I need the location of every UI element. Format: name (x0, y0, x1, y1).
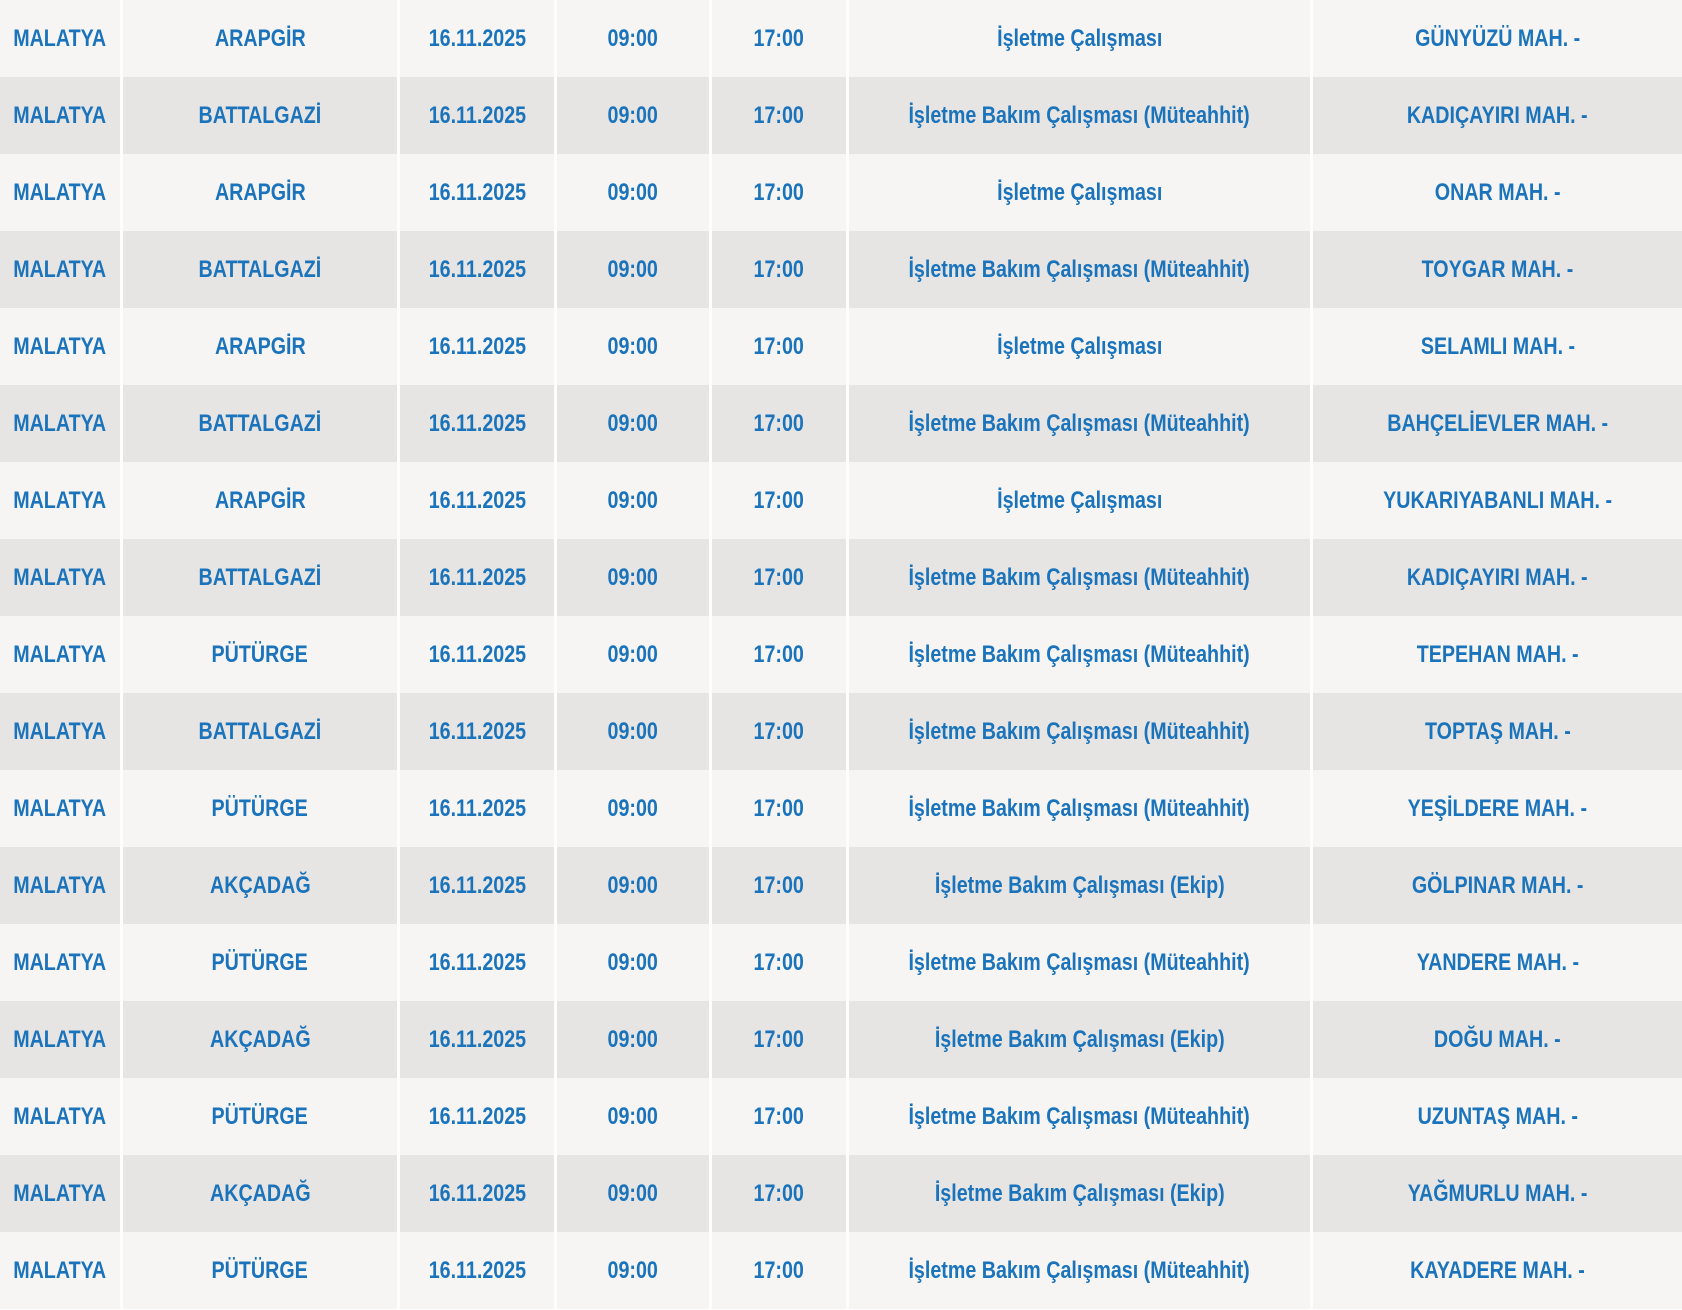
district-text: PÜTÜRGE (211, 794, 309, 822)
cell-work-type (849, 154, 1313, 231)
cell-end-time (712, 0, 849, 77)
city-text: MALATYA (13, 101, 107, 129)
work-type-text: İşletme Bakım Çalışması (Ekip) (934, 1025, 1225, 1053)
start-time-text: 09:00 (607, 409, 659, 437)
cell-district (123, 462, 400, 539)
work-type-text: İşletme Bakım Çalışması (Müteahhit) (908, 948, 1251, 976)
cell-date (400, 154, 557, 231)
end-time-text: 17:00 (753, 1256, 805, 1284)
cell-work-type (849, 1232, 1313, 1309)
end-time-text: 17:00 (753, 717, 805, 745)
table-row (0, 539, 1682, 616)
district-text: PÜTÜRGE (211, 948, 309, 976)
cell-start-time (557, 1078, 712, 1155)
cell-city (0, 231, 123, 308)
cell-start-time (557, 77, 712, 154)
work-type-text: İşletme Bakım Çalışması (Müteahhit) (908, 255, 1251, 283)
cell-city (0, 1001, 123, 1078)
date-text: 16.11.2025 (428, 640, 526, 668)
district-text: BATTALGAZİ (198, 563, 322, 591)
cell-date (400, 308, 557, 385)
work-type-text: İşletme Bakım Çalışması (Müteahhit) (908, 640, 1251, 668)
cell-city (0, 77, 123, 154)
work-type-text: İşletme Bakım Çalışması (Müteahhit) (908, 1256, 1251, 1284)
start-time-text: 09:00 (607, 1179, 659, 1207)
cell-district (123, 308, 400, 385)
neighborhood-text: GÜNYÜZÜ MAH. - (1414, 24, 1581, 52)
cell-start-time (557, 539, 712, 616)
cell-district (123, 154, 400, 231)
date-text: 16.11.2025 (428, 1256, 526, 1284)
cell-city (0, 1155, 123, 1232)
district-text: AKÇADAĞ (209, 1179, 311, 1207)
district-text: BATTALGAZİ (198, 101, 322, 129)
start-time-text: 09:00 (607, 178, 659, 206)
work-type-text: İşletme Bakım Çalışması (Müteahhit) (908, 409, 1251, 437)
cell-start-time (557, 308, 712, 385)
end-time-text: 17:00 (753, 871, 805, 899)
end-time-text: 17:00 (753, 409, 805, 437)
date-text: 16.11.2025 (428, 409, 526, 437)
cell-work-type (849, 539, 1313, 616)
cell-work-type (849, 0, 1313, 77)
cell-district (123, 924, 400, 1001)
cell-neighborhood (1313, 231, 1682, 308)
cell-start-time (557, 231, 712, 308)
neighborhood-text: ONAR MAH. - (1434, 178, 1561, 206)
date-text: 16.11.2025 (428, 948, 526, 976)
district-text: AKÇADAĞ (209, 1025, 311, 1053)
district-text: ARAPGİR (214, 24, 306, 52)
cell-date (400, 924, 557, 1001)
cell-end-time (712, 1232, 849, 1309)
neighborhood-text: TOYGAR MAH. - (1421, 255, 1574, 283)
cell-neighborhood (1313, 1232, 1682, 1309)
cell-start-time (557, 154, 712, 231)
end-time-text: 17:00 (753, 794, 805, 822)
neighborhood-text: YANDERE MAH. - (1416, 948, 1579, 976)
table-row (0, 231, 1682, 308)
district-text: ARAPGİR (214, 178, 306, 206)
cell-district (123, 693, 400, 770)
work-type-text: İşletme Çalışması (996, 332, 1163, 360)
end-time-text: 17:00 (753, 640, 805, 668)
work-type-text: İşletme Çalışması (996, 486, 1163, 514)
table-row (0, 693, 1682, 770)
cell-neighborhood (1313, 385, 1682, 462)
cell-date (400, 847, 557, 924)
table-row (0, 847, 1682, 924)
date-text: 16.11.2025 (428, 794, 526, 822)
cell-city (0, 1232, 123, 1309)
cell-city (0, 770, 123, 847)
cell-city (0, 308, 123, 385)
start-time-text: 09:00 (607, 255, 659, 283)
cell-date (400, 385, 557, 462)
cell-work-type (849, 462, 1313, 539)
cell-district (123, 1078, 400, 1155)
cell-work-type (849, 308, 1313, 385)
table-row (0, 462, 1682, 539)
cell-work-type (849, 385, 1313, 462)
cell-date (400, 1232, 557, 1309)
cell-end-time (712, 616, 849, 693)
date-text: 16.11.2025 (428, 332, 526, 360)
cell-neighborhood (1313, 1155, 1682, 1232)
cell-end-time (712, 77, 849, 154)
cell-end-time (712, 847, 849, 924)
cell-district (123, 77, 400, 154)
cell-neighborhood (1313, 77, 1682, 154)
neighborhood-text: KADIÇAYIRI MAH. - (1407, 101, 1588, 129)
end-time-text: 17:00 (753, 486, 805, 514)
cell-work-type (849, 847, 1313, 924)
cell-neighborhood (1313, 0, 1682, 77)
cell-end-time (712, 1155, 849, 1232)
end-time-text: 17:00 (753, 1025, 805, 1053)
cell-date (400, 539, 557, 616)
work-type-text: İşletme Çalışması (996, 178, 1163, 206)
cell-end-time (712, 308, 849, 385)
table-row (0, 1078, 1682, 1155)
date-text: 16.11.2025 (428, 1025, 526, 1053)
cell-city (0, 693, 123, 770)
city-text: MALATYA (13, 409, 107, 437)
work-type-text: İşletme Bakım Çalışması (Ekip) (934, 871, 1225, 899)
end-time-text: 17:00 (753, 255, 805, 283)
cell-work-type (849, 770, 1313, 847)
cell-neighborhood (1313, 154, 1682, 231)
cell-city (0, 847, 123, 924)
work-type-text: İşletme Bakım Çalışması (Ekip) (934, 1179, 1225, 1207)
cell-start-time (557, 847, 712, 924)
cell-work-type (849, 77, 1313, 154)
cell-city (0, 616, 123, 693)
cell-district (123, 770, 400, 847)
date-text: 16.11.2025 (428, 101, 526, 129)
cell-start-time (557, 616, 712, 693)
cell-date (400, 1001, 557, 1078)
table-row (0, 1232, 1682, 1309)
cell-start-time (557, 385, 712, 462)
end-time-text: 17:00 (753, 1102, 805, 1130)
city-text: MALATYA (13, 178, 107, 206)
date-text: 16.11.2025 (428, 255, 526, 283)
date-text: 16.11.2025 (428, 563, 526, 591)
district-text: PÜTÜRGE (211, 1256, 309, 1284)
neighborhood-text: SELAMLI MAH. - (1420, 332, 1575, 360)
neighborhood-text: YAĞMURLU MAH. - (1407, 1179, 1588, 1207)
cell-date (400, 462, 557, 539)
table-row (0, 0, 1682, 77)
cell-neighborhood (1313, 308, 1682, 385)
cell-district (123, 616, 400, 693)
cell-work-type (849, 1155, 1313, 1232)
cell-city (0, 462, 123, 539)
cell-date (400, 616, 557, 693)
district-text: ARAPGİR (214, 486, 306, 514)
district-text: BATTALGAZİ (198, 409, 322, 437)
cell-district (123, 1001, 400, 1078)
city-text: MALATYA (13, 255, 107, 283)
cell-date (400, 77, 557, 154)
start-time-text: 09:00 (607, 1256, 659, 1284)
end-time-text: 17:00 (753, 563, 805, 591)
work-type-text: İşletme Bakım Çalışması (Müteahhit) (908, 794, 1251, 822)
cell-city (0, 924, 123, 1001)
neighborhood-text: YEŞİLDERE MAH. - (1407, 794, 1588, 822)
start-time-text: 09:00 (607, 486, 659, 514)
work-type-text: İşletme Bakım Çalışması (Müteahhit) (908, 1102, 1251, 1130)
cell-start-time (557, 770, 712, 847)
cell-end-time (712, 539, 849, 616)
cell-start-time (557, 924, 712, 1001)
end-time-text: 17:00 (753, 948, 805, 976)
start-time-text: 09:00 (607, 640, 659, 668)
cell-city (0, 385, 123, 462)
table-row (0, 385, 1682, 462)
neighborhood-text: UZUNTAŞ MAH. - (1417, 1102, 1578, 1130)
cell-neighborhood (1313, 616, 1682, 693)
cell-neighborhood (1313, 847, 1682, 924)
work-type-text: İşletme Çalışması (996, 24, 1163, 52)
cell-end-time (712, 154, 849, 231)
work-type-text: İşletme Bakım Çalışması (Müteahhit) (908, 563, 1251, 591)
cell-work-type (849, 1078, 1313, 1155)
neighborhood-text: GÖLPINAR MAH. - (1411, 871, 1584, 899)
cell-district (123, 539, 400, 616)
district-text: AKÇADAĞ (209, 871, 311, 899)
cell-date (400, 1078, 557, 1155)
city-text: MALATYA (13, 871, 107, 899)
cell-date (400, 1155, 557, 1232)
cell-end-time (712, 770, 849, 847)
end-time-text: 17:00 (753, 24, 805, 52)
city-text: MALATYA (13, 717, 107, 745)
cell-start-time (557, 462, 712, 539)
city-text: MALATYA (13, 1179, 107, 1207)
cell-start-time (557, 1001, 712, 1078)
date-text: 16.11.2025 (428, 1179, 526, 1207)
cell-date (400, 770, 557, 847)
cell-end-time (712, 693, 849, 770)
start-time-text: 09:00 (607, 563, 659, 591)
table-row (0, 770, 1682, 847)
date-text: 16.11.2025 (428, 717, 526, 745)
start-time-text: 09:00 (607, 948, 659, 976)
work-type-text: İşletme Bakım Çalışması (Müteahhit) (908, 717, 1251, 745)
cell-city (0, 0, 123, 77)
table-row (0, 77, 1682, 154)
district-text: PÜTÜRGE (211, 1102, 309, 1130)
city-text: MALATYA (13, 640, 107, 668)
end-time-text: 17:00 (753, 1179, 805, 1207)
cell-district (123, 1155, 400, 1232)
cell-work-type (849, 231, 1313, 308)
neighborhood-text: DOĞU MAH. - (1434, 1025, 1561, 1053)
cell-neighborhood (1313, 539, 1682, 616)
city-text: MALATYA (13, 1256, 107, 1284)
cell-date (400, 693, 557, 770)
end-time-text: 17:00 (753, 332, 805, 360)
cell-end-time (712, 385, 849, 462)
cell-work-type (849, 1001, 1313, 1078)
neighborhood-text: TEPEHAN MAH. - (1416, 640, 1579, 668)
cell-neighborhood (1313, 462, 1682, 539)
table-row (0, 154, 1682, 231)
city-text: MALATYA (13, 24, 107, 52)
cell-work-type (849, 693, 1313, 770)
cell-city (0, 1078, 123, 1155)
start-time-text: 09:00 (607, 101, 659, 129)
date-text: 16.11.2025 (428, 486, 526, 514)
cell-start-time (557, 1232, 712, 1309)
cell-end-time (712, 1001, 849, 1078)
start-time-text: 09:00 (607, 24, 659, 52)
cell-district (123, 1232, 400, 1309)
cell-neighborhood (1313, 1001, 1682, 1078)
start-time-text: 09:00 (607, 1025, 659, 1053)
date-text: 16.11.2025 (428, 24, 526, 52)
cell-neighborhood (1313, 770, 1682, 847)
cell-district (123, 385, 400, 462)
cell-date (400, 0, 557, 77)
cell-end-time (712, 1078, 849, 1155)
city-text: MALATYA (13, 794, 107, 822)
city-text: MALATYA (13, 563, 107, 591)
cell-end-time (712, 231, 849, 308)
cell-city (0, 154, 123, 231)
start-time-text: 09:00 (607, 794, 659, 822)
date-text: 16.11.2025 (428, 871, 526, 899)
start-time-text: 09:00 (607, 1102, 659, 1130)
city-text: MALATYA (13, 1102, 107, 1130)
neighborhood-text: TOPTAŞ MAH. - (1424, 717, 1571, 745)
district-text: PÜTÜRGE (211, 640, 309, 668)
date-text: 16.11.2025 (428, 1102, 526, 1130)
district-text: ARAPGİR (214, 332, 306, 360)
city-text: MALATYA (13, 332, 107, 360)
table-row (0, 616, 1682, 693)
city-text: MALATYA (13, 1025, 107, 1053)
cell-work-type (849, 924, 1313, 1001)
cell-neighborhood (1313, 924, 1682, 1001)
cell-neighborhood (1313, 693, 1682, 770)
neighborhood-text: BAHÇELİEVLER MAH. - (1387, 409, 1608, 437)
district-text: BATTALGAZİ (198, 255, 322, 283)
cell-district (123, 847, 400, 924)
neighborhood-text: KAYADERE MAH. - (1410, 1256, 1585, 1284)
start-time-text: 09:00 (607, 717, 659, 745)
cell-neighborhood (1313, 1078, 1682, 1155)
cell-start-time (557, 1155, 712, 1232)
city-text: MALATYA (13, 486, 107, 514)
cell-district (123, 0, 400, 77)
end-time-text: 17:00 (753, 178, 805, 206)
cell-end-time (712, 924, 849, 1001)
cell-date (400, 231, 557, 308)
start-time-text: 09:00 (607, 332, 659, 360)
table-row (0, 1001, 1682, 1078)
neighborhood-text: YUKARIYABANLI MAH. - (1383, 486, 1612, 514)
district-text: BATTALGAZİ (198, 717, 322, 745)
start-time-text: 09:00 (607, 871, 659, 899)
cell-work-type (849, 616, 1313, 693)
cell-end-time (712, 462, 849, 539)
neighborhood-text: KADIÇAYIRI MAH. - (1407, 563, 1588, 591)
cell-start-time (557, 0, 712, 77)
work-type-text: İşletme Bakım Çalışması (Müteahhit) (908, 101, 1251, 129)
cell-start-time (557, 693, 712, 770)
table-row (0, 308, 1682, 385)
end-time-text: 17:00 (753, 101, 805, 129)
table-row (0, 1155, 1682, 1232)
cell-district (123, 231, 400, 308)
cell-city (0, 539, 123, 616)
date-text: 16.11.2025 (428, 178, 526, 206)
city-text: MALATYA (13, 948, 107, 976)
table-row (0, 924, 1682, 1001)
